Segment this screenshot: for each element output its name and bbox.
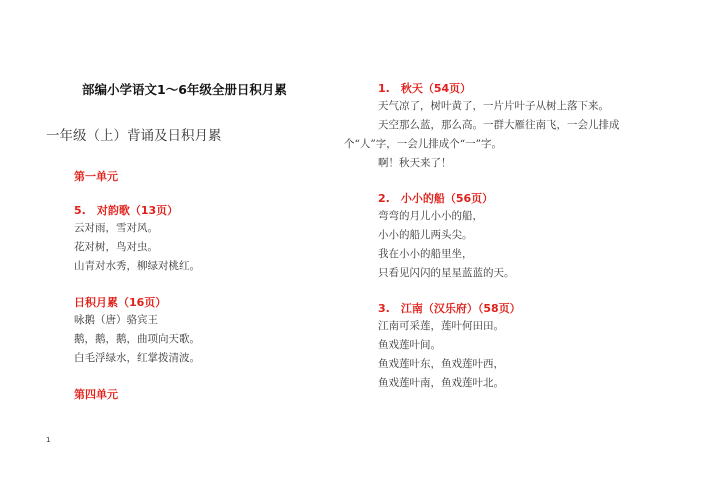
- unit-heading-1: 第一单元: [74, 170, 118, 183]
- poem-line: 鱼戏莲叶南，鱼戏莲叶北。: [378, 377, 504, 389]
- poem-line: 鱼戏莲叶东，鱼戏莲叶西，: [378, 358, 504, 370]
- page-number: 1: [46, 436, 51, 444]
- poem-line: 我在小小的船里坐，: [378, 248, 473, 260]
- poem-line: 鹅，鹅，鹅，曲项向天歌。: [74, 333, 200, 345]
- poem-line: 江南可采莲，莲叶何田田。: [378, 320, 504, 332]
- poem-line: 只看见闪闪的星星蓝蓝的天。: [378, 267, 515, 279]
- poem-line: 咏鹅（唐）骆宾王: [74, 314, 158, 326]
- grade-heading: 一年级（上）背诵及日积月累: [46, 128, 222, 144]
- section-heading-jiangnan: 3. 江南（汉乐府）（58页）: [378, 302, 521, 315]
- poem-line: 小小的船儿两头尖。: [378, 229, 473, 241]
- section-heading-rijiyuelei: 日积月累（16页）: [74, 296, 167, 309]
- text-line: 个“人”字，一会儿排成个“一”字。: [344, 138, 502, 150]
- section-heading-xiaoxiaodechuan: 2. 小小的船（56页）: [378, 192, 494, 205]
- poem-line: 弯弯的月儿小小的船，: [378, 210, 483, 222]
- unit-heading-4: 第四单元: [74, 388, 118, 401]
- text-line: 天空那么蓝，那么高。一群大雁往南飞，一会儿排成: [378, 119, 620, 131]
- document-title: 部编小学语文1～6年级全册日积月累: [82, 82, 287, 97]
- poem-line: 花对树，鸟对虫。: [74, 241, 158, 253]
- section-heading-qiutian: 1. 秋天（54页）: [378, 82, 472, 95]
- text-line: 啊！秋天来了！: [378, 157, 452, 169]
- poem-line: 山青对水秀，柳绿对桃红。: [74, 260, 200, 272]
- poem-line: 白毛浮绿水，红掌拨清波。: [74, 352, 200, 364]
- section-heading-duiyunge: 5. 对韵歌（13页）: [74, 204, 179, 217]
- poem-line: 鱼戏莲叶间。: [378, 339, 441, 351]
- poem-line: 云对雨，雪对风。: [74, 222, 158, 234]
- text-line: 天气凉了，树叶黄了，一片片叶子从树上落下来。: [378, 100, 609, 112]
